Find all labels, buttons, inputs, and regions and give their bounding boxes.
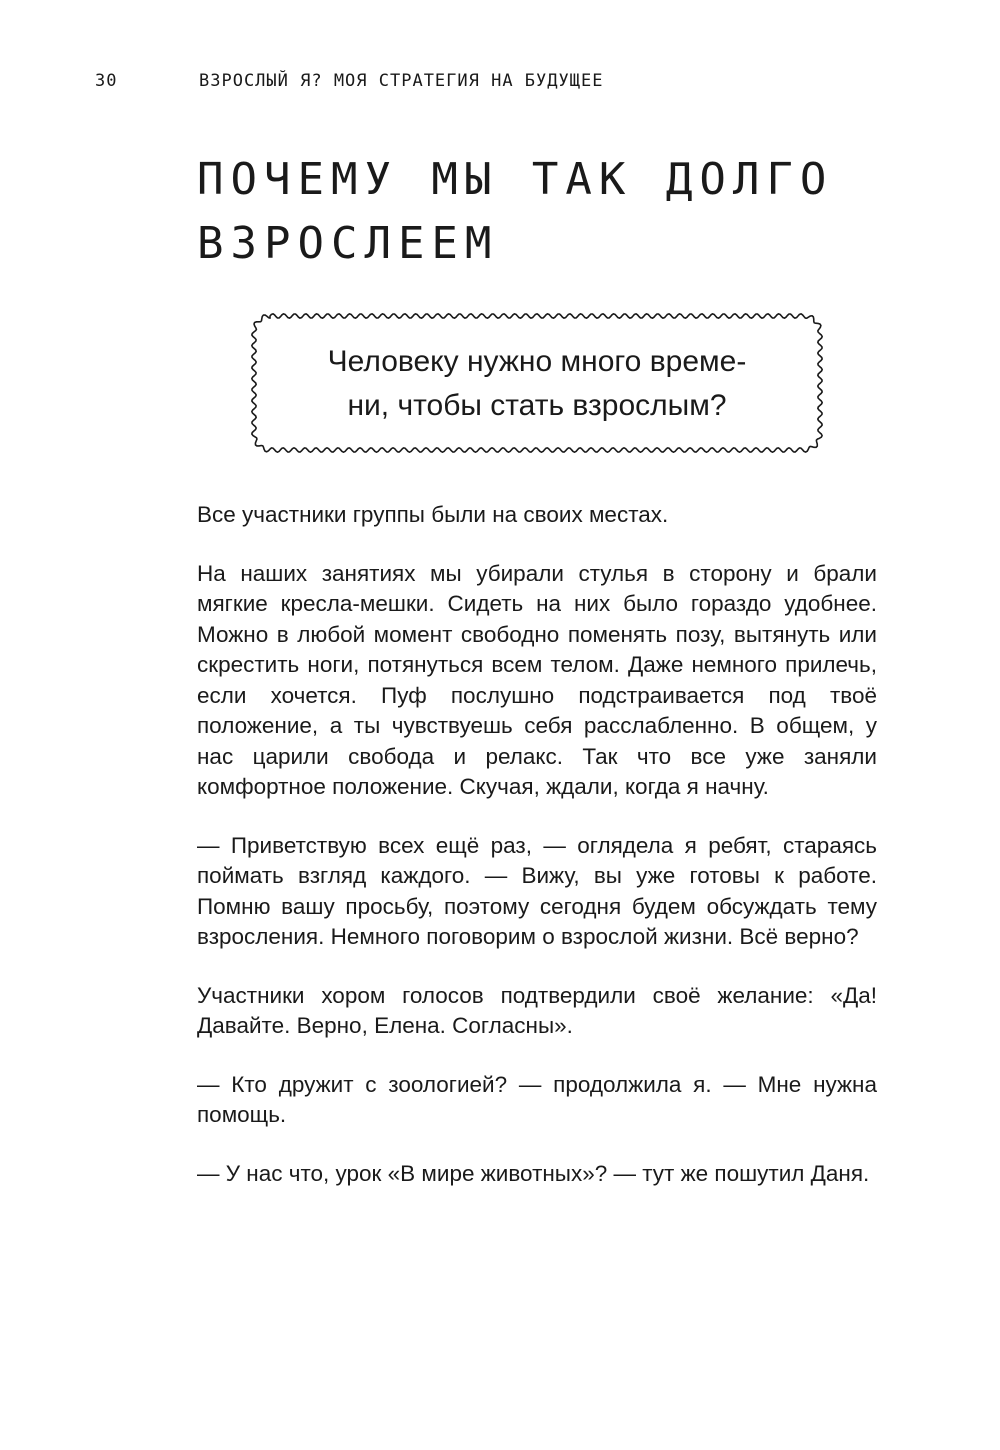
chapter-title-line-2: ВЗРОСЛЕЕМ xyxy=(197,218,499,269)
paragraph: Все участники группы были на своих местах. xyxy=(197,502,669,527)
chapter-title xyxy=(197,148,897,276)
paragraph: На наших занятиях мы убирали стулья в сторону и брали мягкие кресла-мешки. Сидеть на них было гораздо удобнее. Можно в любой момент свободно поменять позу, вытянуть или скрестить ноги, потянуться всем телом. Даже немного прилечь, если хочется. Пуф послушно подстраивается под твоё положение, а ты чувствуешь себя расслабленно. В общем, у нас царили свобода и релакс. Так что все уже заняли комфортное положение. Скучая, ждали, когда я начну. xyxy=(197,560,877,799)
paragraph: — Кто дружит с зоологией? — продолжила я. — Мне нужна помощь. xyxy=(197,1071,877,1127)
question-line-2: ни, чтобы стать взрослым? xyxy=(347,389,727,422)
paragraph: Участники хором голосов подтвердили своё желание: «Да! Давайте. Верно, Елена. Согласны». xyxy=(197,982,877,1038)
running-head xyxy=(95,70,603,92)
paragraph: — У нас что, урок «В мире животных»? — тут же пошутил Даня. xyxy=(197,1160,870,1186)
page-number: 30 xyxy=(95,71,118,91)
running-title: ВЗРОСЛЫЙ Я? МОЯ СТРАТЕГИЯ НА БУДУЩЕЕ xyxy=(199,71,604,91)
chapter-title-line-1: ПОЧЕМУ МЫ ТАК ДОЛГО xyxy=(197,154,834,205)
question-callout xyxy=(248,310,826,456)
question-line-1: Человеку нужно много време- xyxy=(327,345,747,378)
paragraph: — Приветствую всех ещё раз, — оглядела я ребят, стараясь поймать взгляд каждого. — Вижу, вы уже готовы к работе. Помню вашу просьбу, поэтому сегодня будем обсуждать тему взросления. Немного поговорим о взрослой жизни. Всё верно? xyxy=(197,832,877,949)
body-text xyxy=(197,500,877,1217)
question-text xyxy=(248,340,826,428)
